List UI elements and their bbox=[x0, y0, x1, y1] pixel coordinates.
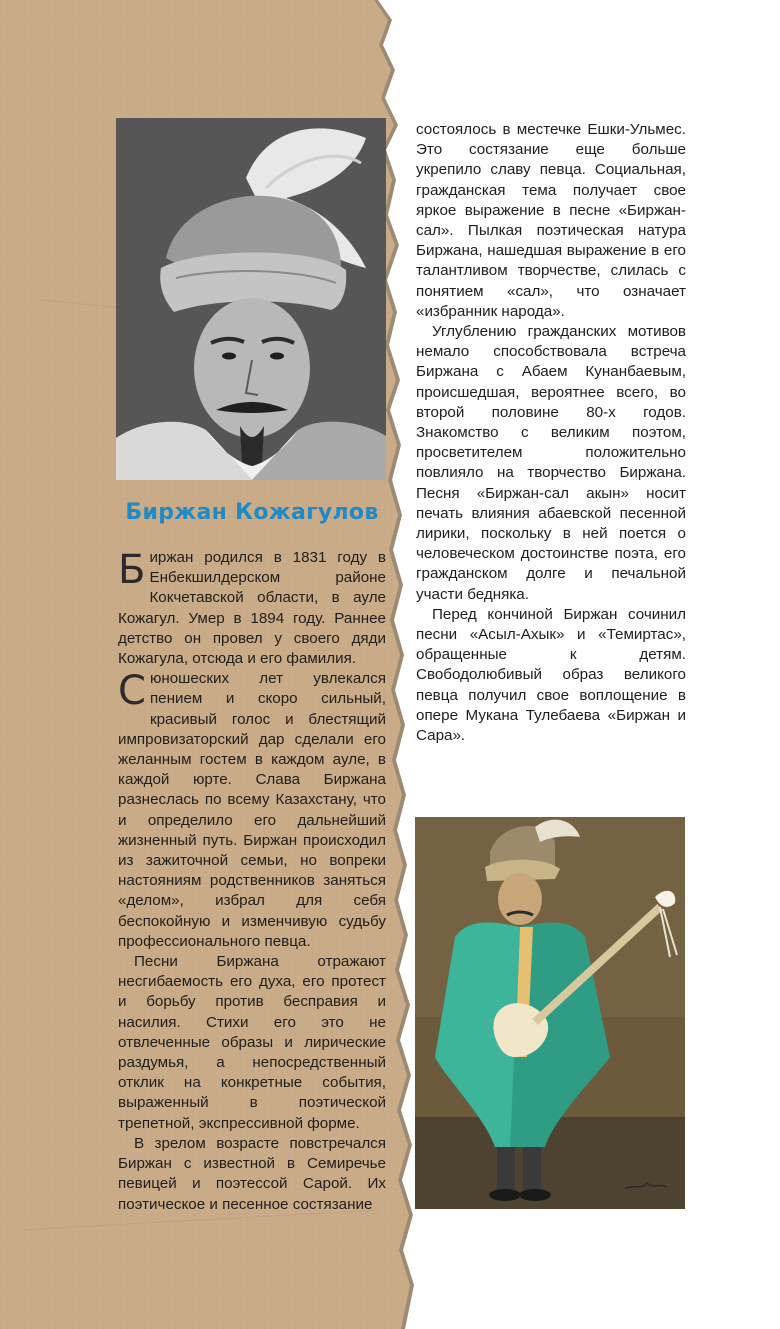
page-title: Биржан Кожагулов bbox=[125, 500, 379, 525]
paragraph bbox=[118, 548, 386, 669]
paragraph bbox=[118, 669, 386, 952]
paragraph bbox=[416, 605, 686, 746]
paragraph bbox=[118, 1134, 386, 1215]
paragraph-text: юношеских лет увлекался пением и скоро сильный, красивый голос и блестящий импровизаторский дар сделали его желанным гостем в каждом ауле, в каждой юрте. Слава Биржана разнеслась по всему Казахстану, что и определило его дальнейший жизненный путь. Биржан происходил из зажиточной семьи, но вопреки настояниям родственников заняться «делом», избрал для себя беспокойную и изменчивую судьбу профессионального певца. bbox=[118, 670, 386, 950]
portrait-photo bbox=[116, 118, 386, 480]
paragraph bbox=[118, 952, 386, 1134]
paragraph-text: В зрелом возрасте повстречался Биржан с известной в Семиречье певицей и поэтессой Сарой. Их поэтическое и песенное состязание bbox=[118, 1134, 386, 1213]
musician-painting-icon bbox=[415, 817, 685, 1209]
paragraph bbox=[416, 322, 686, 605]
paragraph-text: Углублению гражданских мотивов немало способствовала встреча Биржана с Абаем Кунанбаевым, происшедшая, вероятнее всего, во второй половине 80-х годов. Знакомство с великим поэтом, просветителем положительно повлияло на творчество Биржана. Песня «Биржан-сал акын» носит печать влияния абаевской песенной лирики, поскольку в ней поется о человеческом достоинстве поэта, его гражданском долге и печальной участи бедняка. bbox=[416, 323, 686, 603]
portrait-photo-icon bbox=[116, 118, 386, 480]
paragraph-text: Перед кончиной Биржан сочинил песни «Асыл-Ахык» и «Темиртас», обращенные к детям. Свободолюбивый образ великого певца получил свое воплощение в опере Мукана Тулебаева «Биржан и Сара». bbox=[416, 605, 686, 745]
drop-cap: С bbox=[118, 668, 146, 715]
left-text-column bbox=[118, 548, 386, 1215]
paragraph-text: состоялось в местечке Ешки-Ульмес. Это состязание еще больше укрепило славу певца. Социальная, гражданская тема получает свое яркое выражение в песне «Биржан-сал». Пылкая поэтическая натура Биржана, нашедшая выражение в его талантливом творчестве, слилась с понятием «сал», что означает «избранник народа». bbox=[416, 121, 686, 320]
musician-painting bbox=[415, 817, 685, 1209]
drop-cap: Б bbox=[118, 547, 146, 593]
paragraph bbox=[416, 120, 686, 322]
right-text-column bbox=[416, 120, 686, 746]
paragraph-text: иржан родился в 1831 году в Енбекшилдерском районе Кокчетавской области, в ауле Кожагул. Умер в 1894 году. Раннее детство он провел у своего дяди Кожагула, отсюда и его фамилия. bbox=[118, 549, 386, 668]
paragraph-text: Песни Биржана отражают несгибаемость его духа, его протест и борьбу против бесправия и насилия. Стихи его это не отвлеченные образы и лирические раздумья, а непосредственный отклик на конкретные события, выраженный в поэтической трепетной, экспрессивной форме. bbox=[118, 953, 386, 1132]
